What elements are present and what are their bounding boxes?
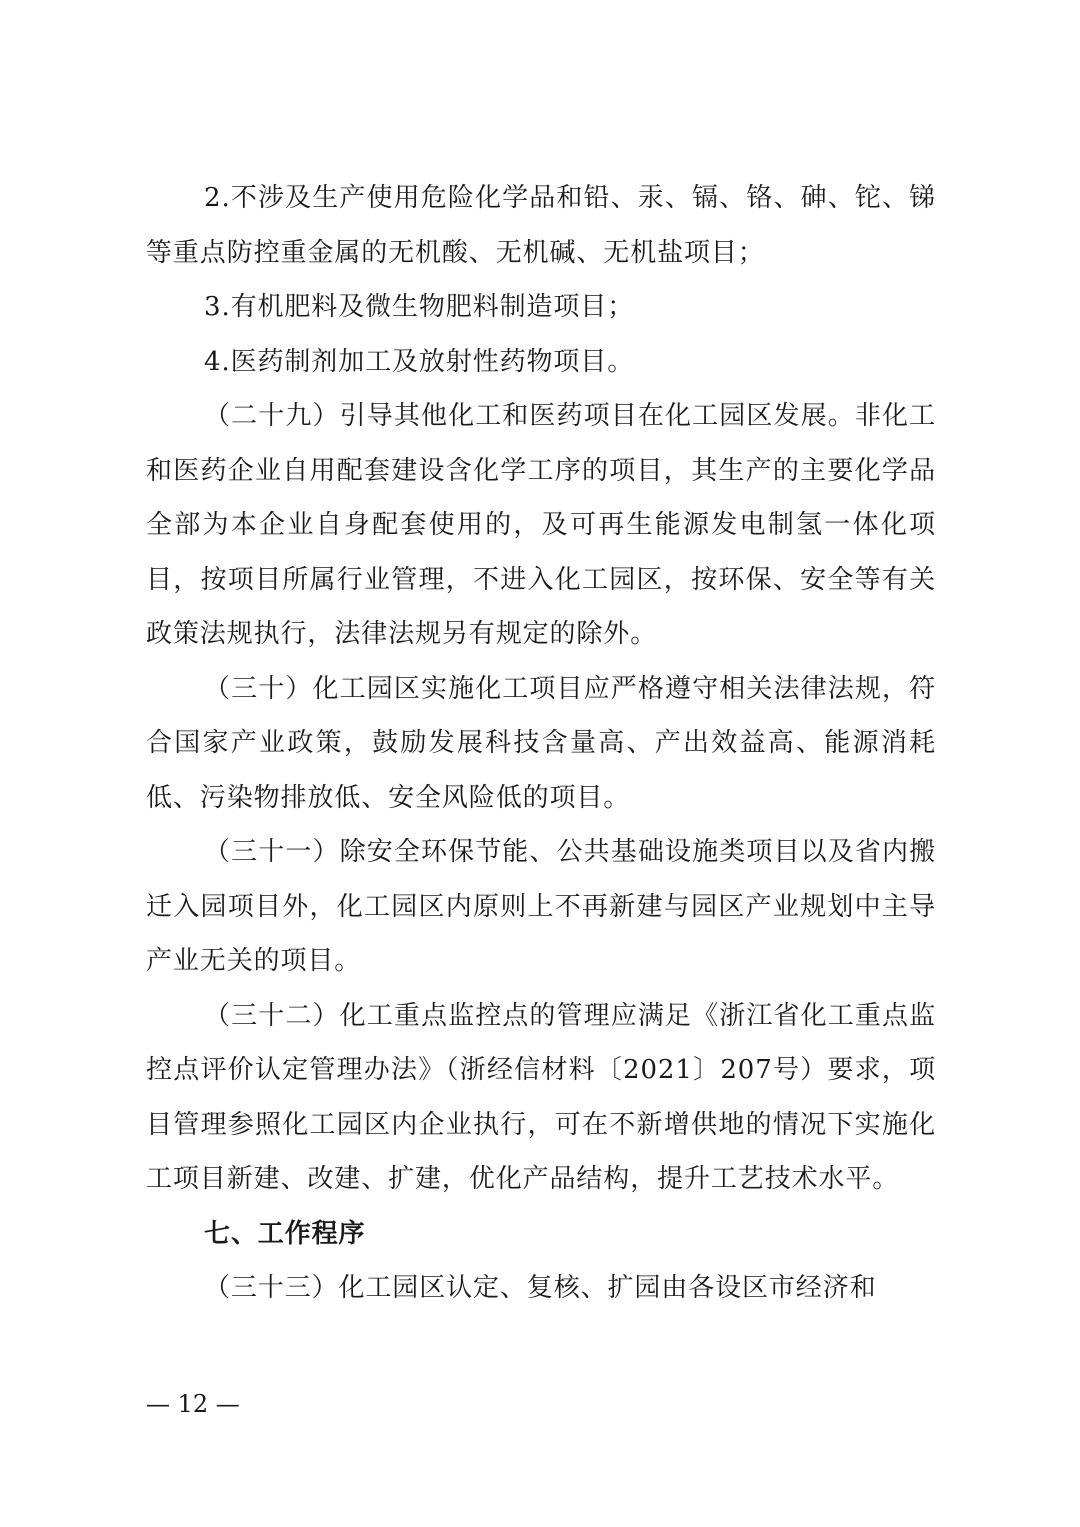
clause-33-paragraph: （三十三）化工园区认定、复核、扩园由各设区市经济和 (204, 1273, 877, 1303)
page-number: — 12 — (146, 1390, 240, 1418)
clause-32-paragraph: （三十二）化工重点监控点的管理应满足《浙江省化工重点监控点评价认定管理办法》（浙经信材料〔2021〕207号）要求，项目管理参照化工园区内企业执行，可在不新增供地的情况下实施化工项目新建、改建、扩建，优化产品结构，提升工艺技术水平。 (146, 1000, 936, 1194)
section-heading: 七、工作程序 (204, 1218, 366, 1249)
clause-29-paragraph: （二十九）引导其他化工和医药项目在化工园区发展。非化工和医药企业自用配套建设含化学工序的项目，其生产的主要化学品全部为本企业自身配套使用的，及可再生能源发电制氢一体化项目，按项目所属行业管理，不进入化工园区，按环保、安全等有关政策法规执行，法律法规另有规定的除外。 (146, 401, 936, 649)
item-3-paragraph: 3.有机肥料及微生物肥料制造项目； (204, 292, 635, 322)
document-body (146, 171, 936, 1316)
clause-31-paragraph: （三十一）除安全环保节能、公共基础设施类项目以及省内搬迁入园项目外，化工园区内原则上不再新建与园区产业规划中主导产业无关的项目。 (146, 837, 936, 976)
clause-30-paragraph: （三十）化工园区实施化工项目应严格遵守相关法律法规，符合国家产业政策，鼓励发展科技含量高、产出效益高、能源消耗低、污染物排放低、安全风险低的项目。 (146, 673, 936, 813)
item-4-paragraph: 4.医药制剂加工及放射性药物项目。 (204, 346, 635, 377)
item-2-paragraph: 2.不涉及生产使用危险化学品和铅、汞、镉、铬、砷、铊、锑等重点防控重金属的无机酸、无机碱、无机盐项目； (146, 183, 936, 268)
